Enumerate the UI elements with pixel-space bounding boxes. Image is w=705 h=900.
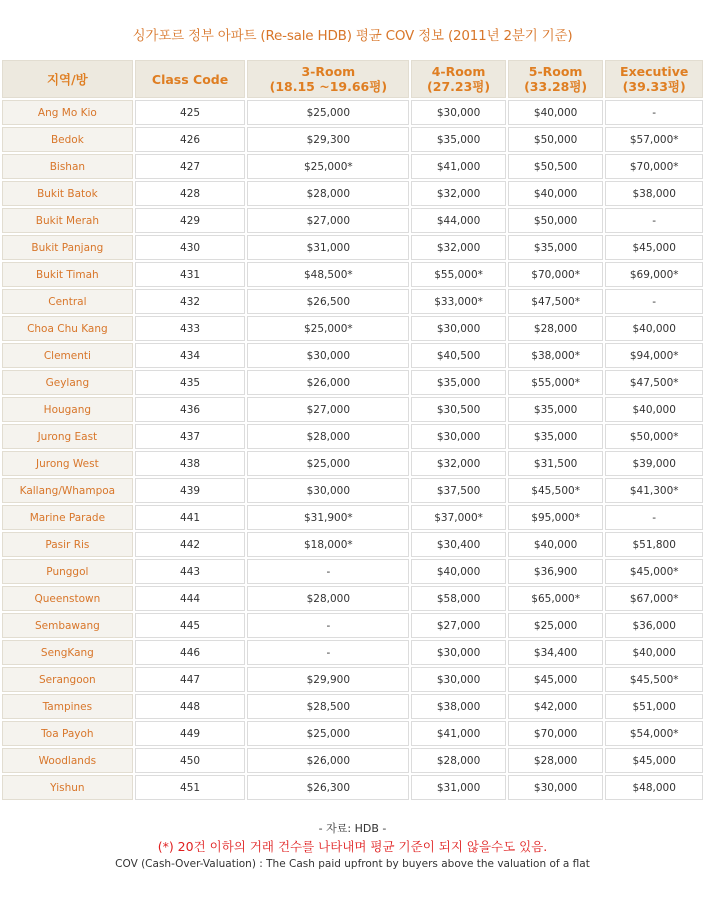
class-code-cell: 426 [135, 127, 246, 152]
table-row [2, 370, 703, 395]
region-cell: Bishan [2, 154, 133, 179]
table-row [2, 748, 703, 773]
executive-cell: $39,000 [605, 451, 703, 476]
executive-cell: $69,000* [605, 262, 703, 287]
room4-cell: $40,000 [411, 559, 506, 584]
table-row [2, 262, 703, 287]
room5-cell: $70,000* [508, 262, 604, 287]
table-row [2, 208, 703, 233]
region-cell: Bukit Timah [2, 262, 133, 287]
room3-cell: $26,000 [247, 748, 409, 773]
room4-cell: $35,000 [411, 370, 506, 395]
region-cell: Kallang/Whampoa [2, 478, 133, 503]
room3-cell: $25,000* [247, 316, 409, 341]
executive-cell: $45,000 [605, 748, 703, 773]
room5-cell: $36,900 [508, 559, 604, 584]
executive-cell: $41,300* [605, 478, 703, 503]
region-cell: Marine Parade [2, 505, 133, 530]
table-row [2, 154, 703, 179]
room3-cell: $27,000 [247, 397, 409, 422]
class-code-cell: 434 [135, 343, 246, 368]
room5-cell: $50,500 [508, 154, 604, 179]
header-sublabel: (33.28평) [524, 79, 588, 94]
executive-cell: $94,000* [605, 343, 703, 368]
table-body [2, 100, 703, 800]
region-cell: Punggol [2, 559, 133, 584]
executive-cell: $51,000 [605, 694, 703, 719]
class-code-cell: 444 [135, 586, 246, 611]
room5-cell: $38,000* [508, 343, 604, 368]
region-cell: Central [2, 289, 133, 314]
executive-cell: - [605, 505, 703, 530]
room3-cell: $31,000 [247, 235, 409, 260]
region-cell: Bukit Merah [2, 208, 133, 233]
room5-cell: $34,400 [508, 640, 604, 665]
room4-cell: $30,000 [411, 640, 506, 665]
table-row [2, 343, 703, 368]
room4-cell: $44,000 [411, 208, 506, 233]
cov-table [0, 58, 705, 802]
class-code-cell: 438 [135, 451, 246, 476]
room4-cell: $30,500 [411, 397, 506, 422]
room3-cell: $29,900 [247, 667, 409, 692]
region-cell: Serangoon [2, 667, 133, 692]
header-sublabel: (27.23평) [427, 79, 491, 94]
room4-cell: $32,000 [411, 451, 506, 476]
table-row [2, 181, 703, 206]
class-code-cell: 435 [135, 370, 246, 395]
executive-cell: $57,000* [605, 127, 703, 152]
executive-cell: $51,800 [605, 532, 703, 557]
region-cell: Clementi [2, 343, 133, 368]
executive-cell: $45,000 [605, 235, 703, 260]
room3-cell: $30,000 [247, 478, 409, 503]
executive-cell: $36,000 [605, 613, 703, 638]
room3-cell: $29,300 [247, 127, 409, 152]
room5-cell: $45,000 [508, 667, 604, 692]
executive-cell: - [605, 100, 703, 125]
room5-cell: $35,000 [508, 235, 604, 260]
table-row [2, 424, 703, 449]
class-code-cell: 437 [135, 424, 246, 449]
region-cell: Choa Chu Kang [2, 316, 133, 341]
class-code-cell: 430 [135, 235, 246, 260]
region-cell: Tampines [2, 694, 133, 719]
region-cell: Bukit Panjang [2, 235, 133, 260]
header-region [2, 60, 133, 98]
room3-cell: $26,300 [247, 775, 409, 800]
class-code-cell: 436 [135, 397, 246, 422]
executive-cell: $40,000 [605, 397, 703, 422]
asterisk-note: (*) 20건 이하의 거래 건수를 나타내며 평균 기준이 되지 않을수도 있음. [157, 839, 548, 854]
region-cell: Ang Mo Kio [2, 100, 133, 125]
room4-cell: $40,500 [411, 343, 506, 368]
table-row [2, 694, 703, 719]
room4-cell: $30,400 [411, 532, 506, 557]
table-row [2, 532, 703, 557]
header-3-room [247, 60, 409, 98]
region-cell: Sembawang [2, 613, 133, 638]
region-cell: Yishun [2, 775, 133, 800]
region-cell: Hougang [2, 397, 133, 422]
room5-cell: $28,000 [508, 316, 604, 341]
room3-cell: $28,000 [247, 586, 409, 611]
region-cell: Toa Payoh [2, 721, 133, 746]
header-label: Executive [620, 64, 689, 79]
room3-cell: $28,000 [247, 424, 409, 449]
header-label: 지역/방 [46, 71, 88, 87]
class-code-cell: 433 [135, 316, 246, 341]
room5-cell: $70,000 [508, 721, 604, 746]
room3-cell: $26,500 [247, 289, 409, 314]
room5-cell: $55,000* [508, 370, 604, 395]
source-note: - 자료: HDB - [318, 822, 387, 835]
class-code-cell: 451 [135, 775, 246, 800]
table-row [2, 586, 703, 611]
executive-cell: $40,000 [605, 640, 703, 665]
room5-cell: $65,000* [508, 586, 604, 611]
table-row [2, 397, 703, 422]
room5-cell: $40,000 [508, 181, 604, 206]
region-cell: Jurong East [2, 424, 133, 449]
class-code-cell: 428 [135, 181, 246, 206]
executive-cell: - [605, 289, 703, 314]
room4-cell: $35,000 [411, 127, 506, 152]
room5-cell: $28,000 [508, 748, 604, 773]
room3-cell: $25,000 [247, 721, 409, 746]
executive-cell: $45,500* [605, 667, 703, 692]
executive-cell: $70,000* [605, 154, 703, 179]
class-code-cell: 431 [135, 262, 246, 287]
page-title: 싱가포르 정부 아파트 (Re-sale HDB) 평균 COV 정보 (2011년 2분기 기준) [132, 28, 573, 44]
room4-cell: $32,000 [411, 181, 506, 206]
room3-cell: $26,000 [247, 370, 409, 395]
class-code-cell: 427 [135, 154, 246, 179]
room5-cell: $40,000 [508, 532, 604, 557]
header-sublabel: (39.33평) [622, 79, 686, 94]
room3-cell: $25,000 [247, 451, 409, 476]
class-code-cell: 425 [135, 100, 246, 125]
room4-cell: $41,000 [411, 154, 506, 179]
room4-cell: $27,000 [411, 613, 506, 638]
header-sublabel: (18.15 ~19.66평) [269, 79, 388, 94]
table-row [2, 235, 703, 260]
region-cell: SengKang [2, 640, 133, 665]
table-row [2, 100, 703, 125]
class-code-cell: 442 [135, 532, 246, 557]
room5-cell: $42,000 [508, 694, 604, 719]
table-row [2, 316, 703, 341]
class-code-cell: 441 [135, 505, 246, 530]
executive-cell: $54,000* [605, 721, 703, 746]
region-cell: Geylang [2, 370, 133, 395]
table-row [2, 505, 703, 530]
class-code-cell: 429 [135, 208, 246, 233]
header-class-code [135, 60, 246, 98]
header-label: 5-Room [528, 64, 583, 79]
room4-cell: $31,000 [411, 775, 506, 800]
room4-cell: $28,000 [411, 748, 506, 773]
room3-cell: $18,000* [247, 532, 409, 557]
table-row [2, 127, 703, 152]
room4-cell: $32,000 [411, 235, 506, 260]
room5-cell: $40,000 [508, 100, 604, 125]
class-code-cell: 446 [135, 640, 246, 665]
room5-cell: $35,000 [508, 424, 604, 449]
region-cell: Woodlands [2, 748, 133, 773]
room3-cell: - [247, 559, 409, 584]
room3-cell: $25,000 [247, 100, 409, 125]
region-cell: Pasir Ris [2, 532, 133, 557]
executive-cell: - [605, 208, 703, 233]
room5-cell: $95,000* [508, 505, 604, 530]
class-code-cell: 447 [135, 667, 246, 692]
table-row [2, 640, 703, 665]
room4-cell: $37,500 [411, 478, 506, 503]
room4-cell: $55,000* [411, 262, 506, 287]
room4-cell: $30,000 [411, 424, 506, 449]
room3-cell: $28,000 [247, 181, 409, 206]
room3-cell: $25,000* [247, 154, 409, 179]
header-label: 3-Room [301, 64, 356, 79]
executive-cell: $48,000 [605, 775, 703, 800]
room5-cell: $25,000 [508, 613, 604, 638]
executive-cell: $45,000* [605, 559, 703, 584]
table-row [2, 559, 703, 584]
header-label: 4-Room [431, 64, 486, 79]
class-code-cell: 449 [135, 721, 246, 746]
executive-cell: $47,500* [605, 370, 703, 395]
table-row [2, 478, 703, 503]
room5-cell: $47,500* [508, 289, 604, 314]
room3-cell: $27,000 [247, 208, 409, 233]
room5-cell: $30,000 [508, 775, 604, 800]
table-row [2, 775, 703, 800]
table-row [2, 451, 703, 476]
room3-cell: - [247, 640, 409, 665]
room4-cell: $30,000 [411, 667, 506, 692]
executive-cell: $38,000 [605, 181, 703, 206]
header-4-room [411, 60, 506, 98]
room4-cell: $30,000 [411, 100, 506, 125]
executive-cell: $50,000* [605, 424, 703, 449]
class-code-cell: 443 [135, 559, 246, 584]
region-cell: Queenstown [2, 586, 133, 611]
room4-cell: $41,000 [411, 721, 506, 746]
room4-cell: $58,000 [411, 586, 506, 611]
room3-cell: $48,500* [247, 262, 409, 287]
cov-definition: COV (Cash-Over-Valuation) : The Cash paid upfront by buyers above the valuation of a flat [115, 858, 590, 870]
header-label: Class Code [151, 71, 229, 87]
class-code-cell: 450 [135, 748, 246, 773]
room5-cell: $35,000 [508, 397, 604, 422]
room3-cell: - [247, 613, 409, 638]
room4-cell: $38,000 [411, 694, 506, 719]
table-row [2, 613, 703, 638]
room5-cell: $31,500 [508, 451, 604, 476]
class-code-cell: 432 [135, 289, 246, 314]
header-executive [605, 60, 703, 98]
room5-cell: $45,500* [508, 478, 604, 503]
room3-cell: $28,500 [247, 694, 409, 719]
class-code-cell: 439 [135, 478, 246, 503]
room3-cell: $31,900* [247, 505, 409, 530]
class-code-cell: 445 [135, 613, 246, 638]
table-row [2, 289, 703, 314]
room5-cell: $50,000 [508, 208, 604, 233]
room4-cell: $30,000 [411, 316, 506, 341]
room5-cell: $50,000 [508, 127, 604, 152]
table-row [2, 667, 703, 692]
region-cell: Bedok [2, 127, 133, 152]
region-cell: Jurong West [2, 451, 133, 476]
region-cell: Bukit Batok [2, 181, 133, 206]
room3-cell: $30,000 [247, 343, 409, 368]
room4-cell: $37,000* [411, 505, 506, 530]
class-code-cell: 448 [135, 694, 246, 719]
room4-cell: $33,000* [411, 289, 506, 314]
table-header-row [2, 60, 703, 98]
table-row [2, 721, 703, 746]
header-5-room [508, 60, 604, 98]
executive-cell: $40,000 [605, 316, 703, 341]
executive-cell: $67,000* [605, 586, 703, 611]
